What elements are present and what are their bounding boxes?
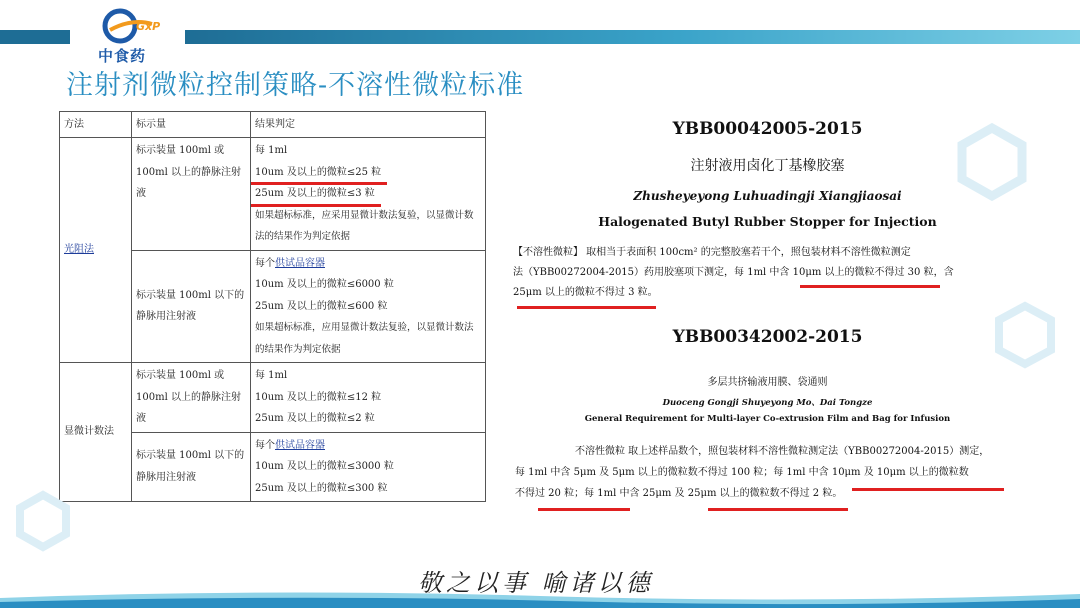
table-row	[60, 138, 486, 251]
judgement-line: 每 1ml	[255, 370, 288, 381]
standard-excerpt	[495, 105, 1040, 525]
particle-standards-table	[59, 111, 486, 502]
container-link[interactable]: 供试品容器	[275, 257, 325, 269]
logo-wordmark: 中食药	[98, 47, 147, 65]
judgement-line: 10um 及以上的微粒≤6000 粒	[255, 279, 394, 290]
doc1-cn-title: 注射液用卤化丁基橡胶塞	[690, 158, 845, 174]
page-title: 注射剂微粒控制策略-不溶性微粒标准	[66, 70, 525, 101]
doc1-line: 25μm 以上的微粒不得过 3 粒。	[513, 287, 658, 298]
volume-cell: 标示装量 100ml 或 100ml 以上的静脉注射液	[132, 363, 251, 433]
judgement-line: 每个供试品容器	[255, 257, 325, 269]
method-light-obscuration[interactable]	[60, 138, 132, 363]
doc1-line: 法（YBB00272004-2015）药用胶塞项下测定，每 1ml 中含 10μm 以上的微粒不得过 30 粒，含	[513, 267, 954, 278]
judgement-line: 10um 及以上的微粒≤12 粒	[255, 391, 382, 403]
highlight-underline	[517, 306, 656, 309]
container-link[interactable]: 供试品容器	[275, 439, 325, 451]
header-bar-right	[185, 30, 1080, 44]
method-link[interactable]: 光阻法	[64, 244, 94, 256]
doc2-line: 不得过 20 粒；每 1ml 中含 25μm 及 25μm 以上的微粒数不得过 2 粒。	[515, 488, 843, 499]
highlight-underline	[708, 508, 848, 511]
judgement-cell	[251, 250, 486, 363]
judgement-line: 每 1ml	[255, 145, 288, 156]
doc2-line: 不溶性微粒 取上述样品数个，照包装材料不溶性微粒测定法（YBB00272004-2015）测定，	[575, 446, 990, 457]
judgement-line: 25um 及以上的微粒≤600 粒	[255, 300, 388, 312]
table-header-row	[60, 112, 486, 138]
highlight-underline	[800, 285, 940, 288]
judgement-line: 每个供试品容器	[255, 439, 325, 451]
footer-motto: 敬之以事 喻诸以德	[418, 569, 654, 597]
doc2-paragraph	[515, 441, 1020, 504]
highlight-underline	[538, 508, 630, 511]
footer-wave	[0, 586, 1080, 608]
judgement-cell	[251, 432, 486, 502]
judgement-cell	[251, 138, 486, 251]
header-bar-left	[0, 30, 70, 44]
judgement-note: 如果超标标准，应采用显微计数法复验，以显微计数法的结果作为判定依据	[255, 209, 474, 242]
header-judgement: 结果判定	[251, 112, 486, 138]
volume-cell: 标示装量 100ml 以下的静脉用注射液	[132, 250, 251, 363]
judgement-line: 25um 及以上的微粒≤2 粒	[255, 413, 375, 424]
hexagon-decoration-icon	[12, 490, 74, 552]
highlight-underline	[852, 488, 1004, 491]
table-row	[60, 363, 486, 433]
judgement-line: 25um 及以上的微粒≤300 粒	[255, 482, 388, 494]
doc2-cn-title: 多层共挤输液用膜、袋通则	[707, 377, 828, 388]
doc2-number: YBB00342002-2015	[672, 327, 863, 347]
doc1-line: 【不溶性微粒】 取相当于表面积 100cm² 的完整胶塞若干个，照包装材料不溶性微粒测定	[513, 247, 911, 258]
doc2-pinyin-title: Duoceng Gongji Shuyeyong Mo、Dai Tongze	[662, 398, 873, 408]
doc2-en-title: General Requirement for Multi-layer Co-extrusion Film and Bag for Infusion	[584, 414, 951, 424]
header-method: 方法	[60, 112, 132, 138]
doc1-paragraph	[513, 243, 1023, 303]
doc1-en-title: Halogenated Butyl Rubber Stopper for Injection	[598, 214, 937, 229]
doc1-pinyin-title: Zhusheyeyong Luhuadingji Xiangjiaosai	[633, 189, 902, 203]
doc2-line: 每 1ml 中含 5μm 及 5μm 以上的微粒数不得过 100 粒；每 1ml 中含 10μm 及 10μm 以上的微粒数	[515, 467, 969, 478]
logo-mark: GxP	[136, 20, 161, 33]
doc1-number: YBB00042005-2015	[672, 119, 863, 139]
judgement-line-highlighted: 25um 及以上的微粒≤3 粒	[255, 183, 375, 205]
header-label-volume: 标示量	[132, 112, 251, 138]
judgement-line-highlighted: 10um 及以上的微粒≤25 粒	[255, 162, 381, 184]
judgement-cell	[251, 363, 486, 433]
volume-cell: 标示装量 100ml 或 100ml 以上的静脉注射液	[132, 138, 251, 251]
method-microscope-count: 显微计数法	[60, 363, 132, 502]
judgement-note: 如果超标标准，应用显微计数法复验，以显微计数法的结果作为判定依据	[255, 322, 474, 355]
volume-cell: 标示装量 100ml 以下的静脉用注射液	[132, 432, 251, 502]
judgement-line: 10um 及以上的微粒≤3000 粒	[255, 461, 394, 472]
